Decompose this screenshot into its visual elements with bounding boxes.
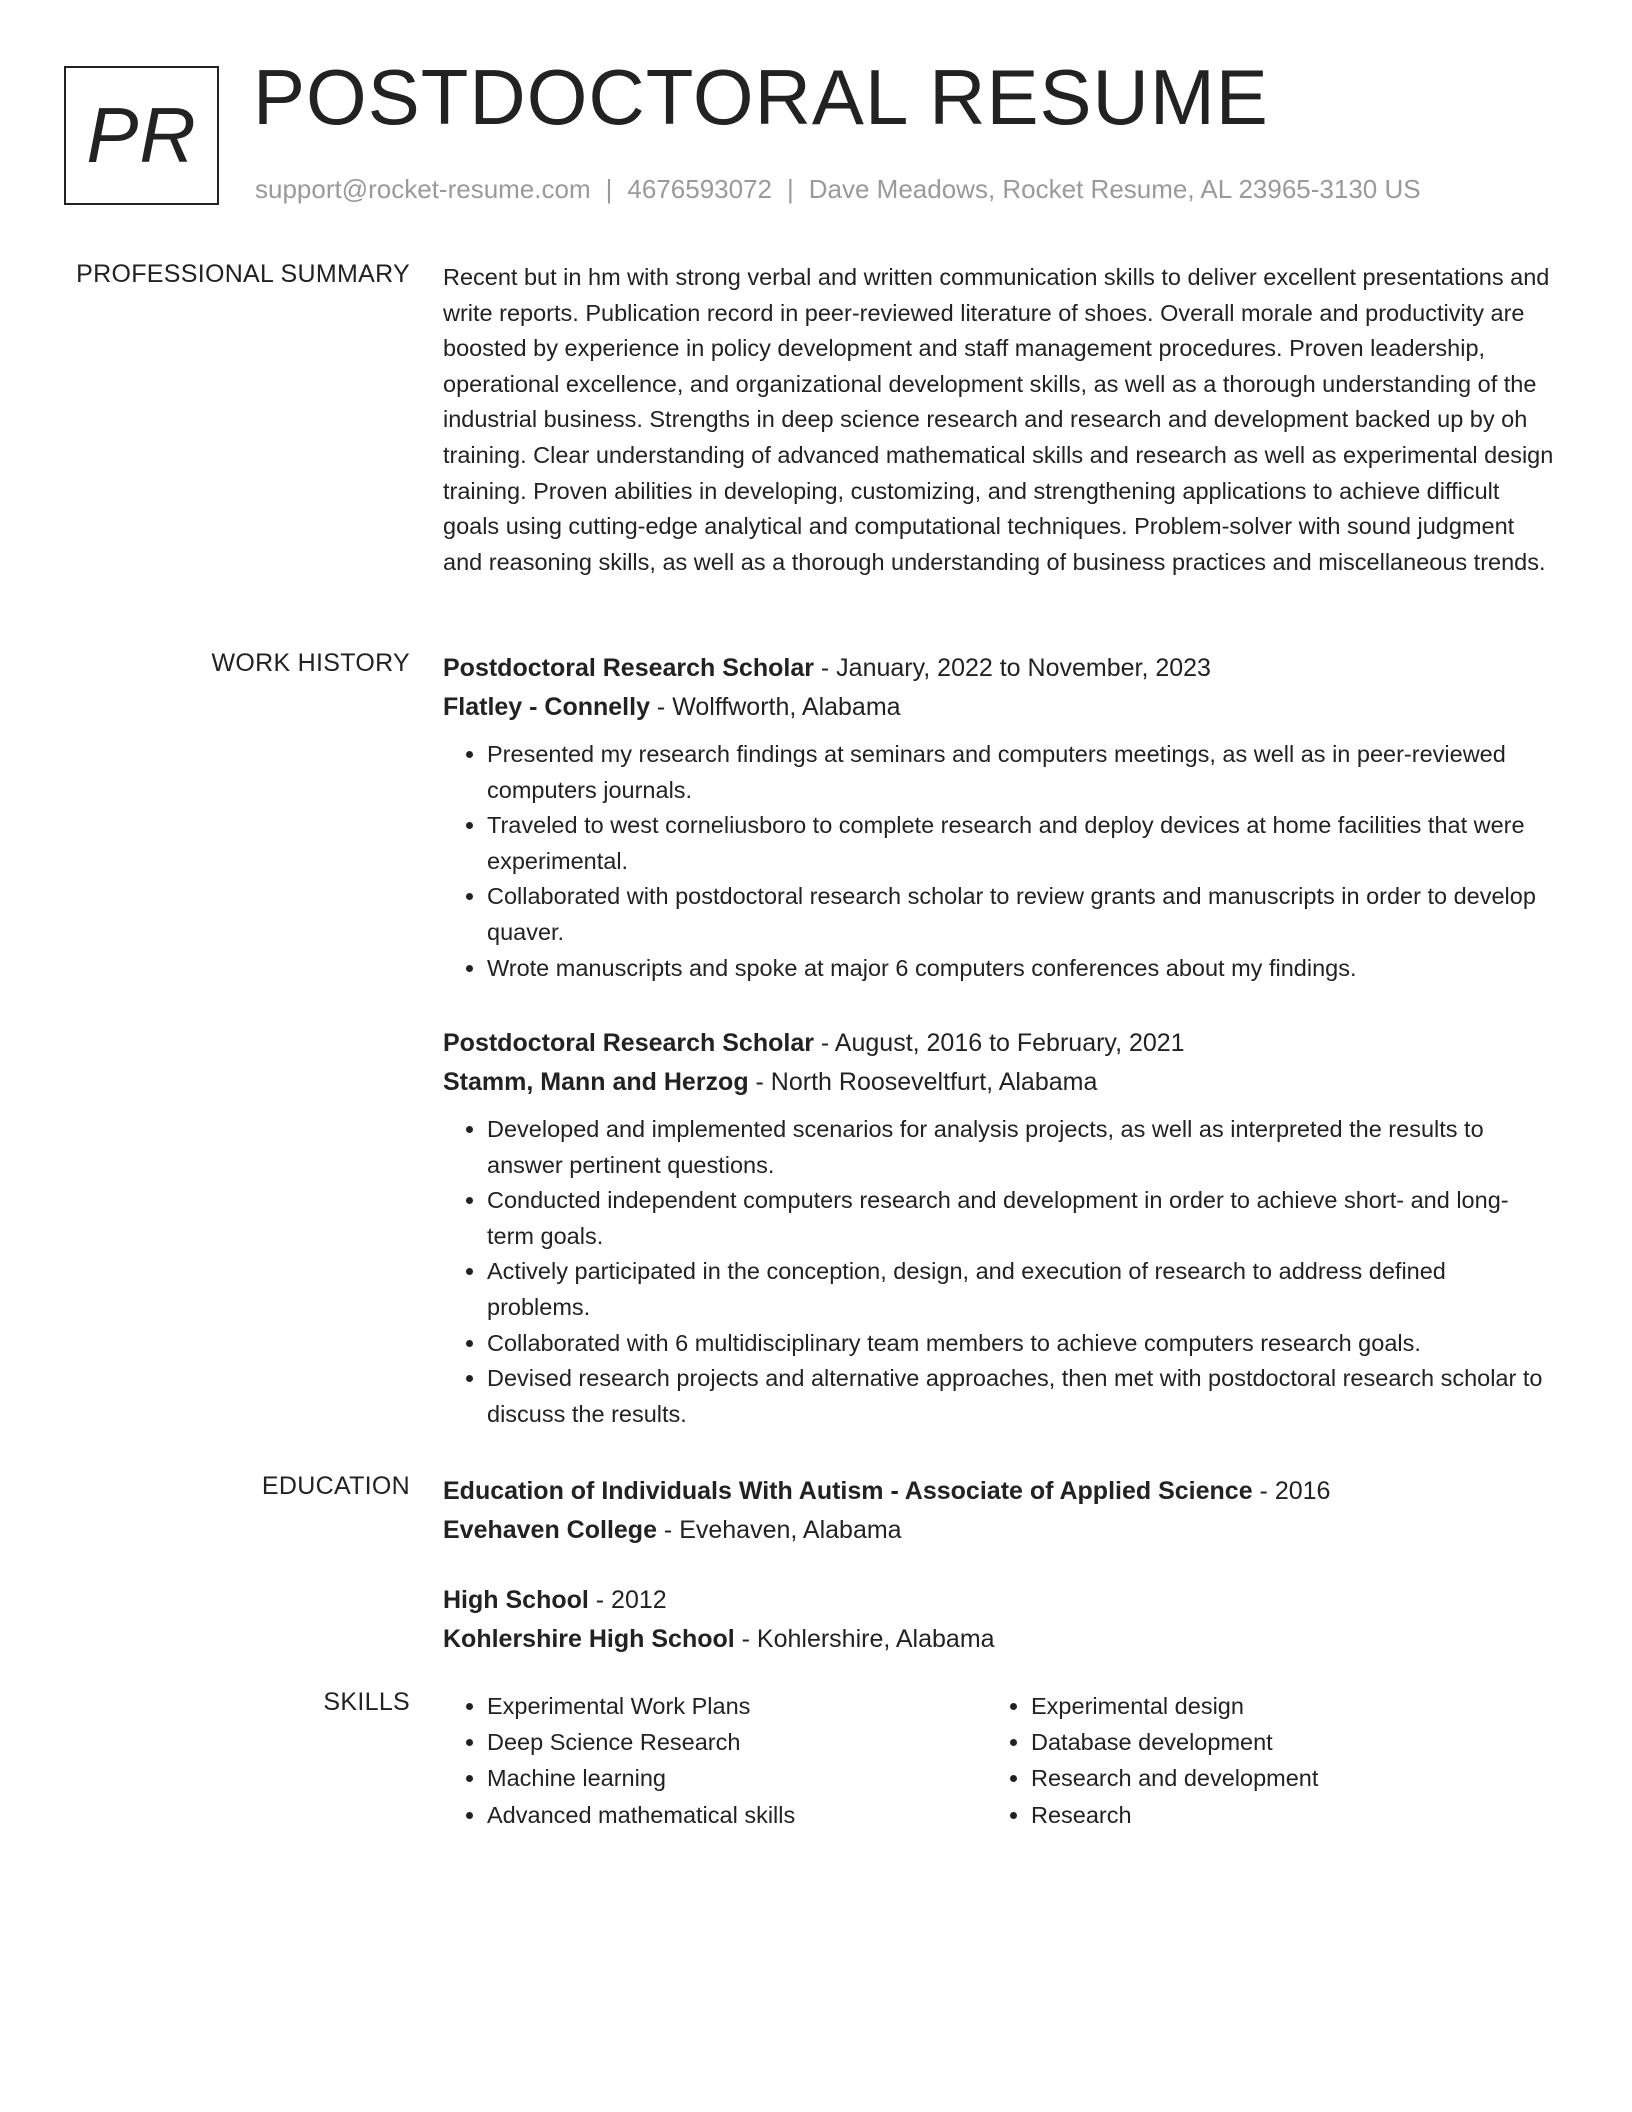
list-item: • Actively participated in the conception, design, and execution of research to address defined problems. xyxy=(487,1254,1555,1325)
skills-list-left xyxy=(443,1688,987,1833)
list-item: • Collaborated with 6 multidisciplinary team members to achieve computers research goals. xyxy=(487,1326,1555,1362)
contact-email[interactable]: support@rocket-resume.com xyxy=(255,174,591,204)
job-dates: - August, 2016 to February, 2021 xyxy=(813,1029,1185,1057)
job-company: Flatley - Connelly xyxy=(443,693,650,721)
job-title-line xyxy=(443,649,1555,688)
contact-address: Dave Meadows, Rocket Resume, AL 23965-3130 US xyxy=(808,174,1421,204)
degree-line xyxy=(443,1472,1555,1511)
school-line xyxy=(443,1511,1555,1550)
skills-list-right xyxy=(987,1688,1531,1833)
skills-columns xyxy=(443,1688,1555,1833)
list-item: • Devised research projects and alternative approaches, then met with postdoctoral research scholar to discuss the results. xyxy=(487,1361,1555,1432)
job-title-line xyxy=(443,1024,1555,1063)
education-entry xyxy=(443,1472,1555,1550)
degree-title: Education of Individuals With Autism - Associate of Applied Science xyxy=(443,1477,1253,1505)
skill-item: • Machine learning xyxy=(487,1760,987,1796)
skill-item: • Advanced mathematical skills xyxy=(487,1797,987,1833)
work-history-label: WORK HISTORY xyxy=(211,649,410,677)
education-label: EDUCATION xyxy=(261,1472,410,1500)
job-title: Postdoctoral Research Scholar xyxy=(443,654,814,682)
page-title: POSTDOCTORAL RESUME xyxy=(253,53,1269,141)
school-name: Kohlershire High School xyxy=(443,1625,735,1653)
list-item: • Traveled to west corneliusboro to complete research and deploy devices at home facilities that were experimental. xyxy=(487,808,1555,879)
contact-separator: | xyxy=(605,174,613,204)
list-item: • Collaborated with postdoctoral research scholar to review grants and manuscripts in order to develop quaver. xyxy=(487,879,1555,950)
job-location: - Wolffworth, Alabama xyxy=(649,693,901,721)
school-location: - Evehaven, Alabama xyxy=(656,1516,902,1544)
skill-item: • Research xyxy=(1031,1797,1531,1833)
list-item: • Developed and implemented scenarios for analysis projects, as well as interpreted the results to answer pertinent questions. xyxy=(487,1112,1555,1183)
job-company: Stamm, Mann and Herzog xyxy=(443,1068,749,1096)
skill-item: • Experimental Work Plans xyxy=(487,1688,987,1724)
job-entry xyxy=(443,649,1555,986)
skill-item: • Experimental design xyxy=(1031,1688,1531,1724)
school-name: Evehaven College xyxy=(443,1516,657,1544)
job-entry xyxy=(443,1024,1555,1432)
job-title: Postdoctoral Research Scholar xyxy=(443,1029,814,1057)
job-bullets xyxy=(443,1112,1555,1432)
skill-item: • Research and development xyxy=(1031,1760,1531,1796)
school-location: - Kohlershire, Alabama xyxy=(734,1625,995,1653)
degree-line xyxy=(443,1581,1555,1620)
degree-year: - 2012 xyxy=(588,1586,667,1614)
contact-separator: | xyxy=(787,174,794,204)
degree-year: - 2016 xyxy=(1252,1477,1331,1505)
school-line xyxy=(443,1620,1555,1659)
list-item: • Presented my research findings at seminars and computers meetings, as well as in peer-reviewed computers journals. xyxy=(487,737,1555,808)
job-location: - North Rooseveltfurt, Alabama xyxy=(748,1068,1098,1096)
contact-line xyxy=(255,174,1421,205)
job-company-line xyxy=(443,688,1555,727)
job-company-line xyxy=(443,1063,1555,1102)
job-dates: - January, 2022 to November, 2023 xyxy=(813,654,1211,682)
list-item: • Conducted independent computers research and development in order to achieve short- and long-term goals. xyxy=(487,1183,1555,1254)
job-bullets xyxy=(443,737,1555,986)
education-entry xyxy=(443,1581,1555,1659)
list-item: • Wrote manuscripts and spoke at major 6 computers conferences about my findings. xyxy=(487,951,1555,987)
summary-label: PROFESSIONAL SUMMARY xyxy=(76,260,410,288)
degree-title: High School xyxy=(443,1586,589,1614)
summary-text: Recent but in hm with strong verbal and written communication skills to deliver excellent presentations and write reports. Publication record in peer-reviewed literature of shoes. Overall morale and productivity are boosted by experience in policy development and staff management procedures. Proven leadership, operational excellence, and organizational development skills, as well as a thorough understanding of the industrial business. Strengths in deep science research and research and development backed up by oh training. Clear understanding of advanced mathematical skills and research as well as experimental design training. Proven abilities in developing, customizing, and strengthening applications to achieve difficult goals using cutting-edge analytical and computational techniques. Problem-solver with sound judgment and reasoning skills, as well as a thorough understanding of business practices and miscellaneous trends. xyxy=(443,264,1554,575)
skill-item: • Database development xyxy=(1031,1724,1531,1760)
skill-item: • Deep Science Research xyxy=(487,1724,987,1760)
skills-label: SKILLS xyxy=(323,1688,410,1716)
monogram-logo: PR xyxy=(64,66,219,205)
contact-phone[interactable]: 4676593072 xyxy=(627,174,772,204)
